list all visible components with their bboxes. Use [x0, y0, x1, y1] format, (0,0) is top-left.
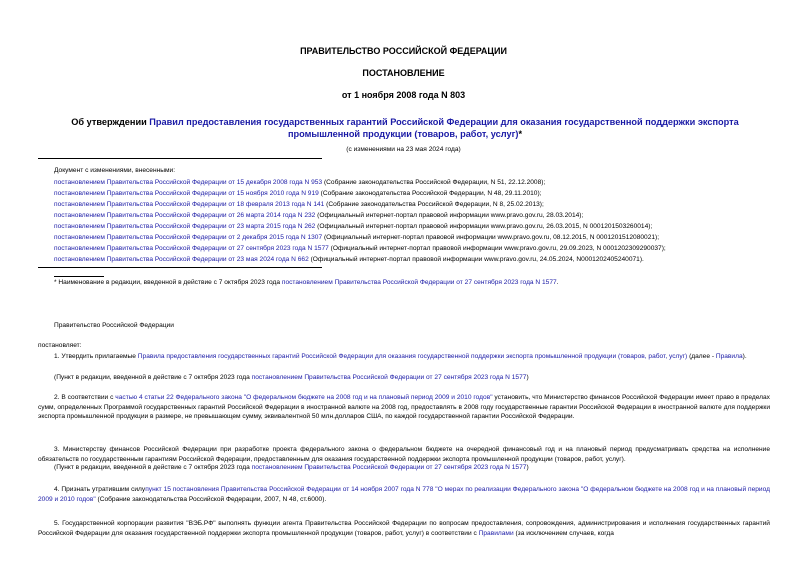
p1-note-link[interactable]: постановлением Правительства Российской Федерации от 27 сентября 2023 года N 1577: [251, 374, 527, 381]
footnote: [54, 279, 559, 286]
amendment-item: [54, 188, 541, 200]
amendment-link[interactable]: постановлением Правительства Российской Федерации от 2 декабря 2015 года N 1307: [54, 234, 323, 241]
divider-top: [38, 158, 322, 159]
p2-text-b: установить, что Министерство финансов Российской Федерации имеет право в пределах сумм, определенных Программой государственных гарантий Российской Федерации в иностранной валюте на 2008 год, предоставлять в 2008 году государственные гарантии Российской Федерации в иностранной валюте для поддержки экспорта промышленной продукции в размере, не превышающем сумму, эквивалентной 50 млн.долларов США, по каждой государственной гарантии Российской Федерации.: [38, 394, 770, 420]
amendments-intro: Документ с изменениями, внесенными:: [54, 167, 176, 174]
paragraph-1: [38, 352, 770, 362]
paragraph-2: [38, 393, 770, 422]
paragraph-5: [38, 519, 770, 538]
amendment-item: [54, 177, 545, 189]
amendment-link[interactable]: постановлением Правительства Российской Федерации от 23 мая 2024 года N 662: [54, 256, 309, 263]
p1-rules-link[interactable]: Правила предоставления государственных гарантий Российской Федерации для оказания государственной поддержки экспорта промышленной продукции (товаров, работ, услуг): [137, 353, 688, 360]
document-date-heading: от 1 ноября 2008 года N 803: [341, 90, 466, 100]
amendment-link[interactable]: постановлением Правительства Российской Федерации от 15 декабря 2008 года N 953: [54, 179, 323, 186]
revision-note: (с изменениями на 23 мая 2024 года): [346, 146, 461, 153]
p4-text: 4. Признать утратившим силу: [54, 486, 146, 493]
title-prefix: Об утверждении: [71, 117, 150, 127]
p3-note-link[interactable]: постановлением Правительства Российской Федерации от 27 сентября 2023 года N 1577: [251, 464, 527, 471]
document-title: [60, 116, 750, 140]
amendment-item: [54, 221, 652, 233]
p5-rules-link[interactable]: Правилами: [478, 529, 514, 537]
amendment-link[interactable]: постановлением Правительства Российской Федерации от 23 марта 2015 года N 262: [54, 223, 316, 230]
organization-heading: ПРАВИТЕЛЬСТВО РОССИЙСКОЙ ФЕДЕРАЦИИ: [300, 46, 507, 56]
p5-text: 5. Государственной корпорации развития "ВЭБ.РФ" выполнять функции агента Правительства Российской Федерации по вопросам предоставления, сопровождения, администрирования и исполнения государственных гарантий Российской Федерации для оказания государственной поддержки экспорта промышленной продукции (товаров, работ, услуг) в соответствии с: [38, 520, 770, 537]
amendment-source: (Официальный интернет-портал правовой информации www.pravo.gov.ru, 26.03.2015, N 0001201503260014);: [315, 223, 653, 230]
amendment-link[interactable]: постановлением Правительства Российской Федерации от 18 февраля 2013 года N 141: [54, 201, 325, 208]
p1-text-c: ).: [742, 353, 747, 360]
p5-text-b: (за исключением случаев, когда: [513, 529, 614, 537]
title-rules-link[interactable]: Правил предоставления государственных гарантий Российской Федерации для оказания государственной поддержки экспорта промышленной продукции (товаров, работ, услуг): [149, 117, 739, 139]
paragraph-3: 3. Министерству финансов Российской Федерации при разработке проекта федерального закона о федеральном бюджете на очередной финансовый год и на плановый период предусматривать средства на исполнение обязательств по государственным гарантиям Российской Федерации, предоставленным для оказания государственной поддержки экспорта промышленной продукции (товаров, работ, услуг).: [38, 446, 770, 463]
amendment-item: [54, 232, 659, 244]
p4-link[interactable]: пункт 15 постановления Правительства Российской Федерации от 14 ноября 2007 года N 778 "О мерах по реализации Федерального закона "О федеральном бюджете на 2008 год и на плановый период 2009 и 2010 годов": [38, 486, 770, 503]
government-line: Правительство Российской Федерации: [54, 322, 174, 329]
paragraph-1-note: [54, 374, 529, 381]
amendment-source: (Собрание законодательства Российской Федерации, N 51, 22.12.2008);: [322, 179, 546, 186]
amendment-item: [54, 243, 666, 255]
p1-rules-short-link[interactable]: Правила: [715, 353, 743, 360]
document-type-heading: ПОСТАНОВЛЕНИЕ: [362, 68, 445, 78]
amendment-link[interactable]: постановлением Правительства Российской Федерации от 15 ноября 2010 года N 919: [54, 190, 319, 197]
p1-text-b: (далее -: [687, 353, 716, 360]
paragraph-3-note: [54, 464, 529, 471]
amendment-item: [54, 254, 644, 266]
p2-text: 2. В соответствии с: [54, 394, 116, 401]
p1-note-end: ): [526, 374, 529, 381]
footnote-text: * Наименование в редакции, введенной в действие с 7 октября 2023 года: [54, 279, 282, 286]
decrees-line: постановляет:: [38, 342, 82, 349]
amendment-source: (Собрание законодательства Российской Федерации, N 8, 25.02.2013);: [324, 201, 544, 208]
title-suffix: *: [518, 129, 523, 139]
amendment-source: (Официальный интернет-портал правовой информации www.pravo.gov.ru, 24.05.2024, N0001202405240071).: [308, 256, 644, 263]
amendment-link[interactable]: постановлением Правительства Российской Федерации от 27 сентября 2023 года N 1577: [54, 245, 329, 252]
p4-text-b: (Собрание законодательства Российской Федерации, 2007, N 48, ст.6000).: [95, 495, 327, 503]
footnote-end: .: [556, 279, 559, 286]
footnote-link[interactable]: постановлением Правительства Российской Федерации от 27 сентября 2023 года N 1577: [281, 279, 557, 286]
p3-note-end: ): [526, 464, 529, 471]
amendment-item: [54, 210, 583, 222]
amendment-source: (Собрание законодательства Российской Федерации, N 48, 29.11.2010);: [318, 190, 542, 197]
footnote-separator: [54, 276, 104, 277]
p1-text: 1. Утвердить прилагаемые: [54, 353, 138, 360]
p1-note-text: (Пункт в редакции, введенной в действие с 7 октября 2023 года: [54, 374, 252, 381]
amendment-source: (Официальный интернет-портал правовой информации www.pravo.gov.ru, 28.03.2014);: [315, 212, 584, 219]
paragraph-4: [38, 485, 770, 504]
p2-law-link[interactable]: частью 4 статьи 22 Федерального закона "О федеральном бюджете на 2008 год и на плановый период 2009 и 2010 годов": [115, 394, 493, 401]
p3-note-text: (Пункт в редакции, введенной в действие с 7 октября 2023 года: [54, 464, 252, 471]
amendment-item: [54, 199, 544, 211]
amendment-link[interactable]: постановлением Правительства Российской Федерации от 26 марта 2014 года N 232: [54, 212, 316, 219]
amendment-source: (Официальный интернет-портал правовой информации www.pravo.gov.ru, 29.09.2023, N 0001202309290037);: [328, 245, 666, 252]
divider-bottom: [38, 267, 322, 268]
amendment-source: (Официальный интернет-портал правовой информации www.pravo.gov.ru, 08.12.2015, N 0001201512080021);: [322, 234, 660, 241]
